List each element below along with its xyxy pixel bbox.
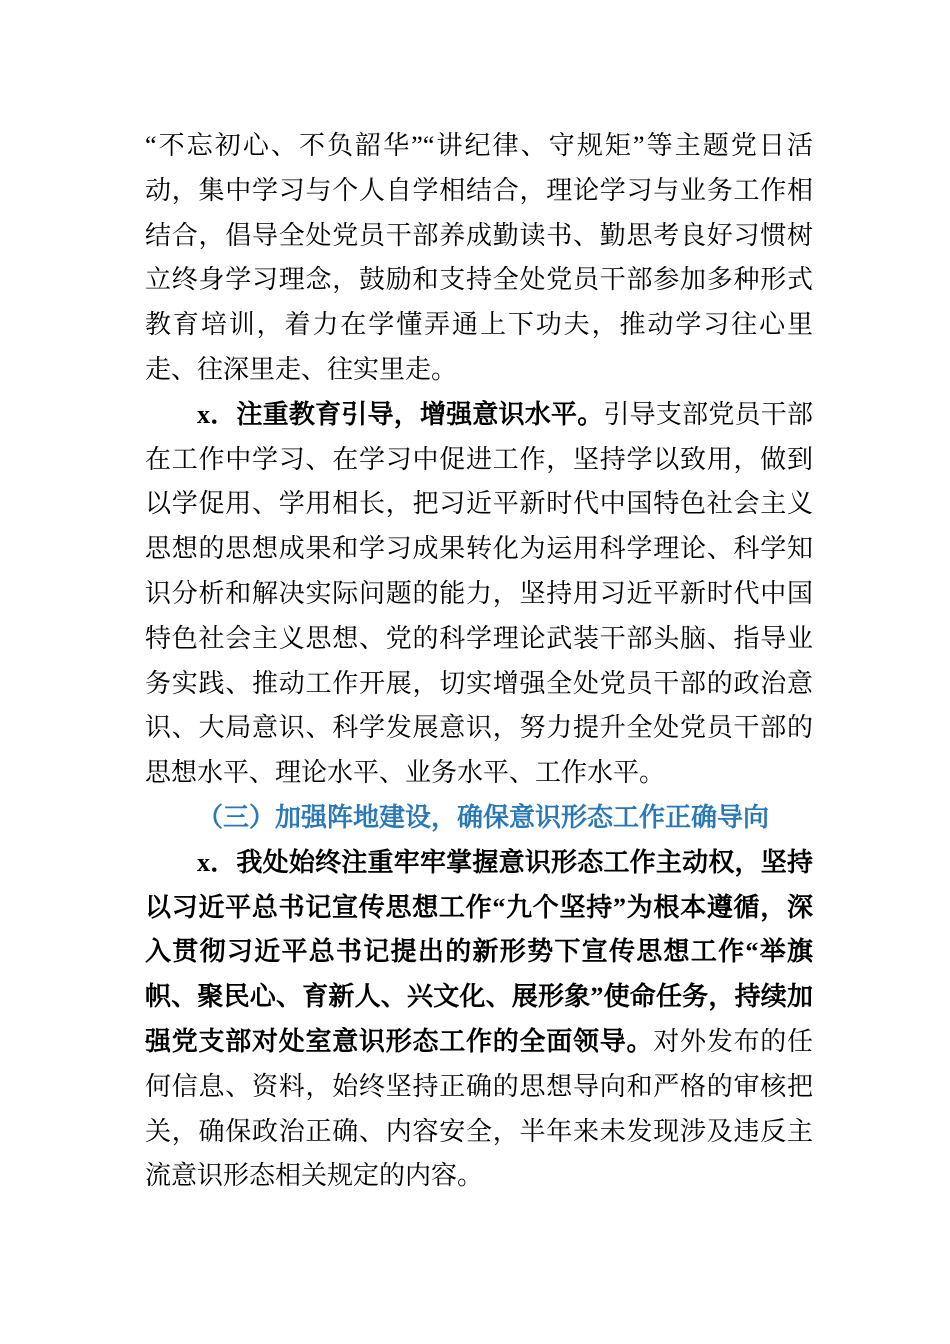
paragraph [145,124,813,393]
document-body [145,124,813,1199]
text-run-bold: x．注重教育引导，增强意识水平。 [197,399,604,429]
text-run: 对外发布的任何信息、资料，始终坚持正确的思想导向和严格的审核把关，确保政治正确、内容安全，半年来未发现涉及违反主流意识形态相关规定的内容。 [145,1026,813,1191]
text-run-bold: （三）加强阵地建设，确保意识形态工作正确导向 [197,802,770,832]
paragraph [145,841,813,1199]
text-run: “不忘初心、不负韶华”“讲纪律、守规矩”等主题党日活动，集中学习与个人自学相结合，理论学习与业务工作相结合，倡导全处党员干部养成勤读书、勤思考良好习惯树立终身学习理念，鼓励和支持全处党员干部参加多种形式教育培训，着力在学懂弄通上下功夫，推动学习往心里走、往深里走、往实里走。 [145,131,813,384]
text-run-bold: x．我处始终注重牢牢掌握意识形态工作主动权，坚持以习近平总书记宣传思想工作“九个坚持”为根本遵循，深入贯彻习近平总书记提出的新形势下宣传思想工作“举旗帜、聚民心、育新人、兴文化、展形象”使命任务，持续加强党支部对处室意识形态工作的全面领导。 [145,847,813,1056]
paragraph [145,393,813,796]
text-run: 引导支部党员干部在工作中学习、在学习中促进工作，坚持学以致用，做到以学促用、学用相长，把习近平新时代中国特色社会主义思想的思想成果和学习成果转化为运用科学理论、科学知识分析和解决实际问题的能力，坚持用习近平新时代中国特色社会主义思想、党的科学理论武装干部头脑、指导业务实践、推动工作开展，切实增强全处党员干部的政治意识、大局意识、科学发展意识，努力提升全处党员干部的思想水平、理论水平、业务水平、工作水平。 [145,399,813,788]
section-heading [145,796,813,841]
